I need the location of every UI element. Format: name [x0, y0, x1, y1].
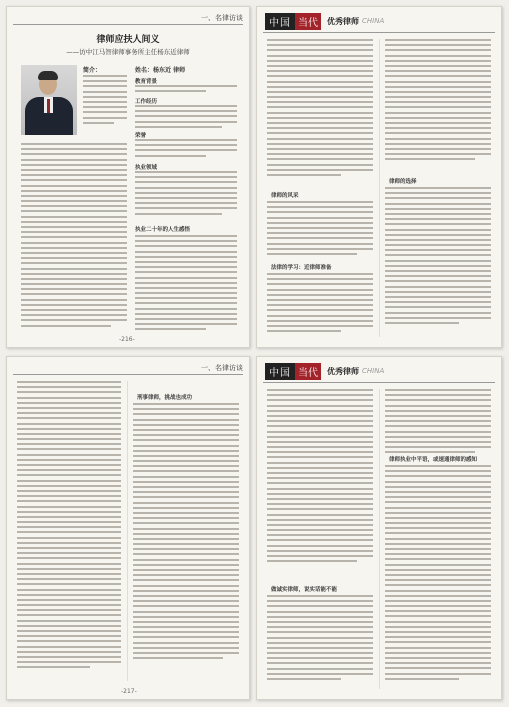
column-divider	[379, 389, 380, 689]
header-rule	[13, 24, 243, 25]
header-rule	[263, 32, 495, 33]
logo-subtitle: 优秀律师	[327, 16, 359, 26]
profile-text	[83, 75, 127, 127]
section-heading-c: 律师的选择	[389, 179, 417, 185]
work-text	[135, 105, 237, 131]
logo-accent: 当代	[295, 363, 321, 380]
education-text	[135, 85, 237, 95]
section-heading-a: 刑事律师，挑战也成功	[137, 395, 193, 401]
column-left-text-3	[267, 273, 373, 335]
honor-label: 荣誉	[135, 133, 147, 139]
page-number: -217-	[121, 688, 137, 695]
article-subtitle: ——访中江马智律师事务所主任杨东近律师	[66, 48, 190, 56]
column-left-text-2	[267, 201, 373, 258]
body-text-left	[21, 143, 127, 330]
column-divider	[379, 39, 380, 337]
column-left-text-2	[267, 595, 373, 683]
page-2	[256, 6, 502, 348]
name-label: 姓名：杨东近 律师	[135, 67, 186, 74]
section-heading-a: 律师执业中平语，或速通律师的感知	[389, 457, 478, 463]
honor-text	[135, 139, 237, 160]
column-left-text-1	[267, 39, 373, 179]
column-divider	[127, 381, 128, 681]
section-header: 一、名律访谈	[201, 14, 243, 22]
page-number: -216-	[119, 336, 135, 343]
magazine-logo	[265, 13, 384, 29]
logo-main: 中国	[265, 13, 295, 30]
lawyer-portrait-photo	[21, 65, 77, 135]
field-label: 执业领域	[135, 165, 158, 171]
column-left-text	[17, 381, 121, 672]
header-rule	[263, 382, 495, 383]
article-title: 律师应扶人间义	[96, 35, 160, 45]
page-4	[256, 356, 502, 700]
field-text	[135, 171, 237, 218]
column-right-text-2	[385, 465, 491, 683]
page-1	[6, 6, 250, 348]
magazine-logo	[265, 363, 384, 379]
column-left-text-1	[267, 389, 373, 565]
reflection-text	[135, 235, 237, 334]
logo-subtitle: 优秀律师	[327, 366, 359, 376]
column-right-text-1	[385, 39, 491, 164]
column-right-text-1	[385, 389, 491, 456]
column-right-text	[133, 403, 239, 662]
logo-english: CHINA	[362, 17, 385, 25]
education-label: 教育背景	[135, 79, 158, 85]
section-heading-a: 律师的风采	[271, 193, 299, 199]
header-rule	[13, 374, 243, 375]
logo-main: 中国	[265, 363, 295, 380]
section-title-reflection: 执业二十年的人生感悟	[135, 227, 191, 233]
logo-accent: 当代	[295, 13, 321, 30]
page-3	[6, 356, 250, 700]
section-heading-b: 做诚实律师，说实话能不能	[271, 587, 338, 593]
section-heading-b: 法律的学习：近律师准备	[271, 265, 332, 271]
logo-english: CHINA	[362, 367, 385, 375]
profile-label: 简介：	[83, 67, 102, 74]
column-right-text-2	[385, 187, 491, 327]
section-header: 一、名律访谈	[201, 364, 243, 372]
work-label: 工作经历	[135, 99, 158, 105]
